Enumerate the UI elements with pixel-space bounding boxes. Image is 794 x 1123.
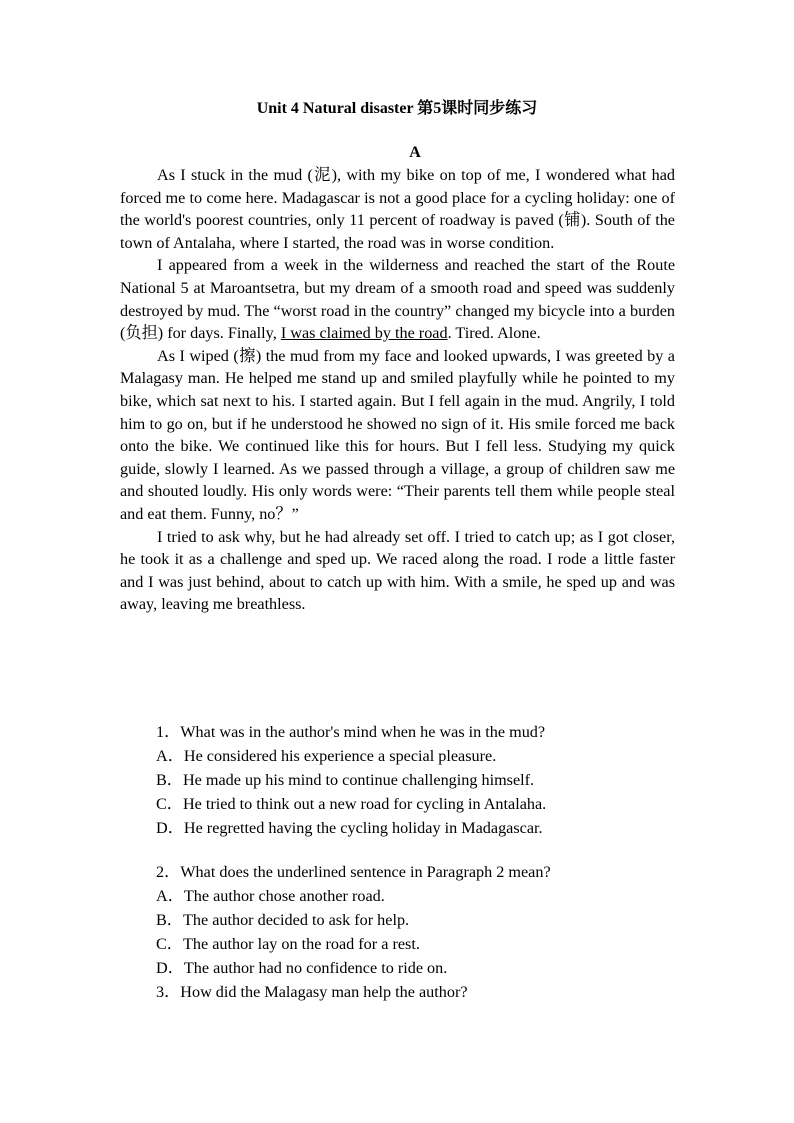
answer-option: D．The author had no confidence to ride on. — [156, 959, 448, 977]
question-stem: 2．What does the underlined sentence in Paragraph 2 mean? — [156, 863, 551, 881]
answer-option: B．He made up his mind to continue challenging himself. — [156, 771, 535, 789]
question-stem: 3．How did the Malagasy man help the author? — [156, 983, 468, 1001]
question-list — [156, 720, 676, 1004]
question-stem: 1．What was in the author's mind when he was in the mud? — [156, 723, 546, 741]
answer-option: A．He considered his experience a special pleasure. — [156, 747, 497, 765]
answer-option: B．The author decided to ask for help. — [156, 911, 410, 929]
answer-option: A．The author chose another road. — [156, 887, 385, 905]
section-label: A — [409, 144, 421, 161]
answer-option: C．The author lay on the road for a rest. — [156, 935, 420, 953]
passage-paragraph — [120, 254, 675, 344]
paragraph-text: I tried to ask why, but he had already set off. I tried to catch up; as I got closer, he took it as a challenge and sped up. We raced along the road. I rode a little faster and I was just behind, about to catch up with him. With a smile, he sped up and was away, leaving me breathless. — [120, 527, 675, 614]
question-item — [156, 720, 676, 840]
question-item — [156, 980, 676, 1004]
underlined-sentence: I was claimed by the road — [280, 324, 448, 343]
paragraph-text: As I stuck in the mud (泥), with my bike on top of me, I wondered what had forced me to come here. Madagascar is not a good place for a cycling holiday: one of the world's poorest countries, only 11 percent of roadway is paved (铺). South of the town of Antalaha, where I started, the road was in worse condition. — [120, 166, 675, 252]
document-title: Unit 4 Natural disaster 第5课时同步练习 — [256, 100, 538, 117]
paragraph-text: I appeared from a week in the wilderness and reached the start of the Route National 5 at Maroantsetra, but my dream of a smooth road and speed was suddenly destroyed by mud. The “worst road in the country” changed my bicycle into a burden (负担) for days. Finally, — [120, 256, 675, 343]
passage-paragraph — [120, 164, 675, 254]
passage-paragraph — [120, 526, 675, 616]
paragraph-text: As I wiped (擦) the mud from my face and looked upwards, I was greeted by a Malagasy man. He helped me stand up and smiled playfully while he pointed to my bike, which sat next to his. I started again. But I fell again in the mud. Angrily, I told him to go on, but if he understood he showed no sign of it. His smile forced me back onto the bike. We continued like this for hours. But I fell less. Studying my quick guide, slowly I learned. As we passed through a village, a group of children saw me and shouted loudly. His only words were: “Their parents tell them while people steal and eat them. Funny, no？” — [120, 346, 675, 523]
paragraph-text: . Tired. Alone. — [447, 324, 541, 343]
answer-option: C．He tried to think out a new road for cycling in Antalaha. — [156, 795, 547, 813]
answer-option: D．He regretted having the cycling holiday in Madagascar. — [156, 819, 543, 837]
passage-paragraph — [120, 345, 675, 526]
reading-passage — [120, 164, 675, 616]
question-item — [156, 860, 676, 980]
